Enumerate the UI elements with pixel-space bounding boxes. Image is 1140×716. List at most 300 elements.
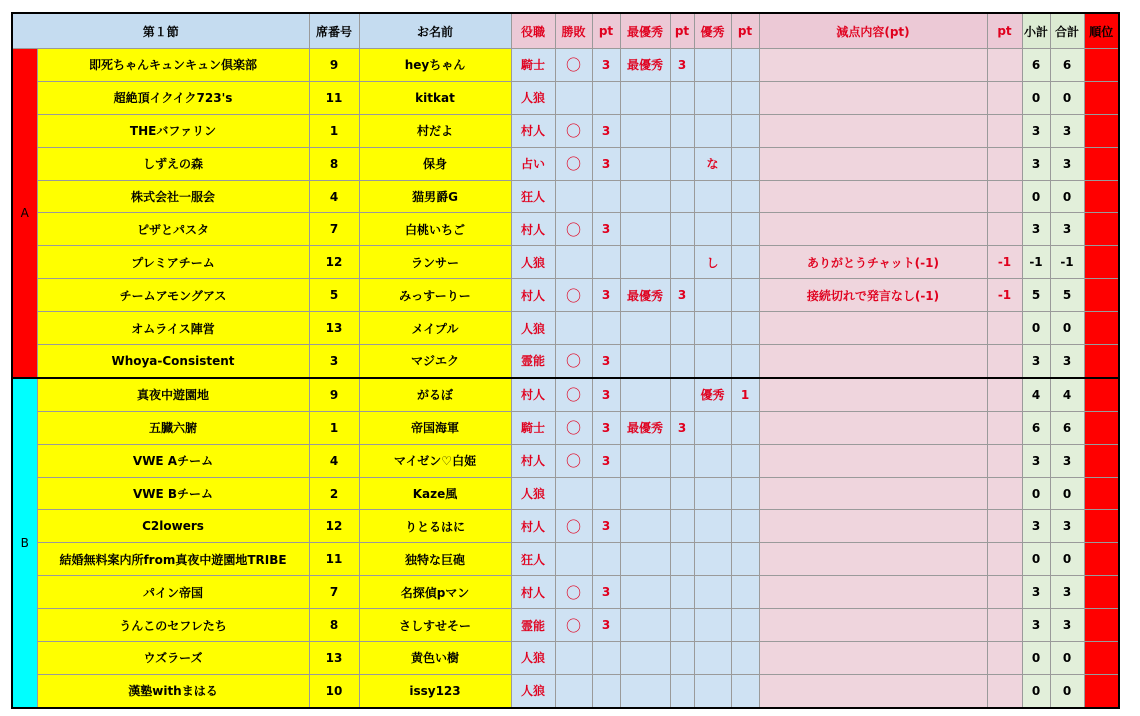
header-seat[interactable]: 席番号 — [309, 13, 359, 49]
seat-cell[interactable]: 11 — [309, 543, 359, 576]
team-cell[interactable]: C2lowers — [37, 510, 309, 543]
excellent-cell[interactable]: し — [694, 246, 731, 279]
pt2-cell[interactable] — [670, 477, 694, 510]
best-cell[interactable] — [620, 213, 670, 246]
pt2-cell[interactable] — [670, 81, 694, 114]
player-name-cell[interactable]: 村だよ — [359, 114, 511, 147]
subtotal-cell[interactable]: 0 — [1022, 642, 1050, 675]
excellent-cell[interactable] — [694, 312, 731, 345]
player-name-cell[interactable]: ランサー — [359, 246, 511, 279]
team-cell[interactable]: VWE Bチーム — [37, 477, 309, 510]
excellent-cell[interactable] — [694, 411, 731, 444]
deduction-cell[interactable] — [759, 378, 987, 411]
role-cell[interactable]: 村人 — [511, 279, 555, 312]
team-cell[interactable]: Whoya-Consistent — [37, 345, 309, 378]
rank-cell[interactable] — [1084, 114, 1119, 147]
player-name-cell[interactable]: issy123 — [359, 674, 511, 707]
excellent-cell[interactable] — [694, 510, 731, 543]
best-cell[interactable] — [620, 543, 670, 576]
excellent-cell[interactable] — [694, 49, 731, 82]
total-cell[interactable]: 3 — [1050, 213, 1084, 246]
total-cell[interactable]: 6 — [1050, 411, 1084, 444]
total-cell[interactable]: 0 — [1050, 674, 1084, 707]
subtotal-cell[interactable]: 3 — [1022, 576, 1050, 609]
pt3-cell[interactable] — [731, 543, 759, 576]
excellent-cell[interactable] — [694, 213, 731, 246]
total-cell[interactable]: 4 — [1050, 378, 1084, 411]
rank-cell[interactable] — [1084, 543, 1119, 576]
excellent-cell[interactable] — [694, 543, 731, 576]
pt3-cell[interactable] — [731, 81, 759, 114]
header-name[interactable]: お名前 — [359, 13, 511, 49]
deduction-cell[interactable] — [759, 444, 987, 477]
pt3-cell[interactable] — [731, 345, 759, 378]
total-cell[interactable]: 0 — [1050, 312, 1084, 345]
excellent-cell[interactable] — [694, 609, 731, 642]
rank-cell[interactable] — [1084, 312, 1119, 345]
role-cell[interactable]: 人狼 — [511, 674, 555, 707]
pt4-cell[interactable]: -1 — [987, 246, 1022, 279]
header-rank[interactable]: 順位 — [1084, 13, 1119, 49]
pt1-cell[interactable] — [592, 180, 620, 213]
subtotal-cell[interactable]: 3 — [1022, 213, 1050, 246]
excellent-cell[interactable] — [694, 81, 731, 114]
team-cell[interactable]: うんこのセフレたち — [37, 609, 309, 642]
rank-cell[interactable] — [1084, 180, 1119, 213]
result-cell[interactable]: 〇 — [555, 49, 592, 82]
role-cell[interactable]: 村人 — [511, 510, 555, 543]
rank-cell[interactable] — [1084, 411, 1119, 444]
pt3-cell[interactable] — [731, 49, 759, 82]
seat-cell[interactable]: 9 — [309, 49, 359, 82]
result-cell[interactable]: 〇 — [555, 279, 592, 312]
total-cell[interactable]: 3 — [1050, 576, 1084, 609]
pt4-cell[interactable] — [987, 213, 1022, 246]
pt1-cell[interactable] — [592, 81, 620, 114]
pt4-cell[interactable] — [987, 147, 1022, 180]
rank-cell[interactable] — [1084, 378, 1119, 411]
team-cell[interactable]: 即死ちゃんキュンキュン倶楽部 — [37, 49, 309, 82]
role-cell[interactable]: 人狼 — [511, 477, 555, 510]
team-cell[interactable]: 漢塾withまはる — [37, 674, 309, 707]
role-cell[interactable]: 狂人 — [511, 180, 555, 213]
pt4-cell[interactable] — [987, 444, 1022, 477]
header-pt2[interactable]: pt — [670, 13, 694, 49]
subtotal-cell[interactable]: 3 — [1022, 444, 1050, 477]
best-cell[interactable] — [620, 378, 670, 411]
rank-cell[interactable] — [1084, 246, 1119, 279]
role-cell[interactable]: 村人 — [511, 444, 555, 477]
deduction-cell[interactable] — [759, 147, 987, 180]
team-cell[interactable]: THEバファリン — [37, 114, 309, 147]
subtotal-cell[interactable]: 6 — [1022, 49, 1050, 82]
total-cell[interactable]: -1 — [1050, 246, 1084, 279]
result-cell[interactable]: 〇 — [555, 345, 592, 378]
pt1-cell[interactable] — [592, 642, 620, 675]
deduction-cell[interactable] — [759, 477, 987, 510]
seat-cell[interactable]: 8 — [309, 147, 359, 180]
pt2-cell[interactable] — [670, 312, 694, 345]
pt2-cell[interactable] — [670, 147, 694, 180]
seat-cell[interactable]: 1 — [309, 114, 359, 147]
best-cell[interactable] — [620, 576, 670, 609]
player-name-cell[interactable]: マイゼン♡白姫 — [359, 444, 511, 477]
role-cell[interactable]: 騎士 — [511, 49, 555, 82]
pt2-cell[interactable] — [670, 642, 694, 675]
header-excellent[interactable]: 優秀 — [694, 13, 731, 49]
pt4-cell[interactable] — [987, 609, 1022, 642]
total-cell[interactable]: 3 — [1050, 345, 1084, 378]
team-cell[interactable]: 真夜中遊園地 — [37, 378, 309, 411]
team-cell[interactable]: VWE Aチーム — [37, 444, 309, 477]
pt2-cell[interactable] — [670, 444, 694, 477]
pt2-cell[interactable] — [670, 180, 694, 213]
player-name-cell[interactable]: りとるはに — [359, 510, 511, 543]
total-cell[interactable]: 3 — [1050, 609, 1084, 642]
deduction-cell[interactable] — [759, 609, 987, 642]
best-cell[interactable] — [620, 81, 670, 114]
best-cell[interactable] — [620, 510, 670, 543]
pt1-cell[interactable] — [592, 246, 620, 279]
team-cell[interactable]: ピザとパスタ — [37, 213, 309, 246]
pt3-cell[interactable] — [731, 510, 759, 543]
best-cell[interactable] — [620, 674, 670, 707]
header-deduction[interactable]: 減点内容(pt) — [759, 13, 987, 49]
pt4-cell[interactable] — [987, 510, 1022, 543]
total-cell[interactable]: 0 — [1050, 543, 1084, 576]
subtotal-cell[interactable]: 0 — [1022, 543, 1050, 576]
pt3-cell[interactable] — [731, 213, 759, 246]
deduction-cell[interactable] — [759, 49, 987, 82]
seat-cell[interactable]: 9 — [309, 378, 359, 411]
seat-cell[interactable]: 12 — [309, 510, 359, 543]
best-cell[interactable] — [620, 180, 670, 213]
player-name-cell[interactable]: マジエク — [359, 345, 511, 378]
seat-cell[interactable]: 1 — [309, 411, 359, 444]
best-cell[interactable]: 最優秀 — [620, 49, 670, 82]
header-best[interactable]: 最優秀 — [620, 13, 670, 49]
pt1-cell[interactable]: 3 — [592, 576, 620, 609]
total-cell[interactable]: 0 — [1050, 477, 1084, 510]
pt4-cell[interactable] — [987, 477, 1022, 510]
pt3-cell[interactable] — [731, 576, 759, 609]
best-cell[interactable] — [620, 246, 670, 279]
pt4-cell[interactable] — [987, 114, 1022, 147]
result-cell[interactable] — [555, 674, 592, 707]
rank-cell[interactable] — [1084, 279, 1119, 312]
seat-cell[interactable]: 13 — [309, 642, 359, 675]
result-cell[interactable]: 〇 — [555, 576, 592, 609]
pt2-cell[interactable] — [670, 345, 694, 378]
rank-cell[interactable] — [1084, 576, 1119, 609]
player-name-cell[interactable]: 黄色い樹 — [359, 642, 511, 675]
result-cell[interactable]: 〇 — [555, 114, 592, 147]
pt1-cell[interactable] — [592, 543, 620, 576]
deduction-cell[interactable] — [759, 114, 987, 147]
seat-cell[interactable]: 4 — [309, 180, 359, 213]
subtotal-cell[interactable]: -1 — [1022, 246, 1050, 279]
header-role[interactable]: 役職 — [511, 13, 555, 49]
pt4-cell[interactable] — [987, 378, 1022, 411]
pt1-cell[interactable]: 3 — [592, 147, 620, 180]
header-pt3[interactable]: pt — [731, 13, 759, 49]
pt1-cell[interactable]: 3 — [592, 378, 620, 411]
team-cell[interactable]: プレミアチーム — [37, 246, 309, 279]
seat-cell[interactable]: 4 — [309, 444, 359, 477]
result-cell[interactable] — [555, 180, 592, 213]
subtotal-cell[interactable]: 0 — [1022, 81, 1050, 114]
header-result[interactable]: 勝敗 — [555, 13, 592, 49]
player-name-cell[interactable]: 帝国海軍 — [359, 411, 511, 444]
pt4-cell[interactable] — [987, 180, 1022, 213]
best-cell[interactable] — [620, 609, 670, 642]
role-cell[interactable]: 狂人 — [511, 543, 555, 576]
subtotal-cell[interactable]: 6 — [1022, 411, 1050, 444]
pt2-cell[interactable] — [670, 213, 694, 246]
team-cell[interactable]: 株式会社一服会 — [37, 180, 309, 213]
subtotal-cell[interactable]: 3 — [1022, 609, 1050, 642]
player-name-cell[interactable]: がるぼ — [359, 378, 511, 411]
player-name-cell[interactable]: Kaze風 — [359, 477, 511, 510]
pt2-cell[interactable] — [670, 510, 694, 543]
team-cell[interactable]: パイン帝国 — [37, 576, 309, 609]
seat-cell[interactable]: 10 — [309, 674, 359, 707]
pt3-cell[interactable] — [731, 477, 759, 510]
total-cell[interactable]: 5 — [1050, 279, 1084, 312]
role-cell[interactable]: 人狼 — [511, 81, 555, 114]
pt2-cell[interactable] — [670, 246, 694, 279]
pt1-cell[interactable] — [592, 312, 620, 345]
deduction-cell[interactable] — [759, 345, 987, 378]
result-cell[interactable]: 〇 — [555, 213, 592, 246]
player-name-cell[interactable]: heyちゃん — [359, 49, 511, 82]
pt3-cell[interactable] — [731, 180, 759, 213]
pt1-cell[interactable]: 3 — [592, 49, 620, 82]
result-cell[interactable]: 〇 — [555, 510, 592, 543]
best-cell[interactable] — [620, 444, 670, 477]
pt4-cell[interactable] — [987, 312, 1022, 345]
pt3-cell[interactable] — [731, 674, 759, 707]
pt4-cell[interactable] — [987, 576, 1022, 609]
pt1-cell[interactable]: 3 — [592, 345, 620, 378]
pt1-cell[interactable]: 3 — [592, 279, 620, 312]
seat-cell[interactable]: 2 — [309, 477, 359, 510]
role-cell[interactable]: 村人 — [511, 378, 555, 411]
pt2-cell[interactable] — [670, 576, 694, 609]
seat-cell[interactable]: 13 — [309, 312, 359, 345]
group-label-cell[interactable]: B — [12, 378, 37, 708]
total-cell[interactable]: 0 — [1050, 642, 1084, 675]
player-name-cell[interactable]: メイプル — [359, 312, 511, 345]
pt3-cell[interactable] — [731, 411, 759, 444]
team-cell[interactable]: 結婚無料案内所from真夜中遊園地TRIBE — [37, 543, 309, 576]
total-cell[interactable]: 3 — [1050, 510, 1084, 543]
rank-cell[interactable] — [1084, 510, 1119, 543]
header-round[interactable]: 第１節 — [12, 13, 309, 49]
total-cell[interactable]: 3 — [1050, 114, 1084, 147]
total-cell[interactable]: 0 — [1050, 81, 1084, 114]
player-name-cell[interactable]: さしすせそー — [359, 609, 511, 642]
role-cell[interactable]: 村人 — [511, 213, 555, 246]
excellent-cell[interactable] — [694, 674, 731, 707]
team-cell[interactable]: 超絶頂イクイク723's — [37, 81, 309, 114]
rank-cell[interactable] — [1084, 213, 1119, 246]
deduction-cell[interactable] — [759, 543, 987, 576]
rank-cell[interactable] — [1084, 81, 1119, 114]
excellent-cell[interactable]: な — [694, 147, 731, 180]
pt2-cell[interactable] — [670, 543, 694, 576]
pt2-cell[interactable] — [670, 674, 694, 707]
seat-cell[interactable]: 11 — [309, 81, 359, 114]
result-cell[interactable] — [555, 81, 592, 114]
best-cell[interactable] — [620, 114, 670, 147]
header-total[interactable]: 合計 — [1050, 13, 1084, 49]
pt2-cell[interactable]: 3 — [670, 49, 694, 82]
player-name-cell[interactable]: 独特な巨砲 — [359, 543, 511, 576]
team-cell[interactable]: 五臓六腑 — [37, 411, 309, 444]
result-cell[interactable] — [555, 642, 592, 675]
excellent-cell[interactable] — [694, 477, 731, 510]
pt3-cell[interactable] — [731, 279, 759, 312]
pt4-cell[interactable] — [987, 674, 1022, 707]
deduction-cell[interactable] — [759, 576, 987, 609]
total-cell[interactable]: 6 — [1050, 49, 1084, 82]
player-name-cell[interactable]: 白桃いちご — [359, 213, 511, 246]
excellent-cell[interactable] — [694, 114, 731, 147]
header-subtotal[interactable]: 小計 — [1022, 13, 1050, 49]
subtotal-cell[interactable]: 3 — [1022, 114, 1050, 147]
pt4-cell[interactable] — [987, 543, 1022, 576]
excellent-cell[interactable] — [694, 576, 731, 609]
deduction-cell[interactable] — [759, 411, 987, 444]
subtotal-cell[interactable]: 0 — [1022, 674, 1050, 707]
role-cell[interactable]: 村人 — [511, 114, 555, 147]
deduction-cell[interactable] — [759, 642, 987, 675]
role-cell[interactable]: 霊能 — [511, 609, 555, 642]
pt4-cell[interactable] — [987, 411, 1022, 444]
rank-cell[interactable] — [1084, 477, 1119, 510]
rank-cell[interactable] — [1084, 444, 1119, 477]
pt1-cell[interactable]: 3 — [592, 411, 620, 444]
best-cell[interactable] — [620, 147, 670, 180]
role-cell[interactable]: 占い — [511, 147, 555, 180]
best-cell[interactable] — [620, 477, 670, 510]
subtotal-cell[interactable]: 3 — [1022, 510, 1050, 543]
subtotal-cell[interactable]: 0 — [1022, 312, 1050, 345]
deduction-cell[interactable]: 接続切れで発言なし(-1) — [759, 279, 987, 312]
subtotal-cell[interactable]: 3 — [1022, 345, 1050, 378]
excellent-cell[interactable] — [694, 345, 731, 378]
excellent-cell[interactable] — [694, 279, 731, 312]
pt1-cell[interactable]: 3 — [592, 213, 620, 246]
best-cell[interactable] — [620, 345, 670, 378]
pt2-cell[interactable] — [670, 378, 694, 411]
seat-cell[interactable]: 7 — [309, 576, 359, 609]
subtotal-cell[interactable]: 3 — [1022, 147, 1050, 180]
pt1-cell[interactable]: 3 — [592, 510, 620, 543]
deduction-cell[interactable] — [759, 312, 987, 345]
group-label-cell[interactable]: A — [12, 49, 37, 378]
pt3-cell[interactable] — [731, 246, 759, 279]
result-cell[interactable] — [555, 246, 592, 279]
subtotal-cell[interactable]: 4 — [1022, 378, 1050, 411]
subtotal-cell[interactable]: 5 — [1022, 279, 1050, 312]
best-cell[interactable]: 最優秀 — [620, 279, 670, 312]
result-cell[interactable] — [555, 477, 592, 510]
role-cell[interactable]: 騎士 — [511, 411, 555, 444]
best-cell[interactable] — [620, 312, 670, 345]
result-cell[interactable]: 〇 — [555, 411, 592, 444]
team-cell[interactable]: チームアモングアス — [37, 279, 309, 312]
role-cell[interactable]: 人狼 — [511, 312, 555, 345]
role-cell[interactable]: 村人 — [511, 576, 555, 609]
rank-cell[interactable] — [1084, 147, 1119, 180]
pt1-cell[interactable] — [592, 674, 620, 707]
deduction-cell[interactable] — [759, 674, 987, 707]
deduction-cell[interactable] — [759, 213, 987, 246]
role-cell[interactable]: 人狼 — [511, 642, 555, 675]
seat-cell[interactable]: 5 — [309, 279, 359, 312]
team-cell[interactable]: しずえの森 — [37, 147, 309, 180]
pt4-cell[interactable] — [987, 642, 1022, 675]
total-cell[interactable]: 3 — [1050, 444, 1084, 477]
pt1-cell[interactable]: 3 — [592, 609, 620, 642]
player-name-cell[interactable]: 名探偵pマン — [359, 576, 511, 609]
excellent-cell[interactable] — [694, 444, 731, 477]
pt3-cell[interactable]: 1 — [731, 378, 759, 411]
rank-cell[interactable] — [1084, 345, 1119, 378]
role-cell[interactable]: 霊能 — [511, 345, 555, 378]
pt4-cell[interactable]: -1 — [987, 279, 1022, 312]
seat-cell[interactable]: 3 — [309, 345, 359, 378]
seat-cell[interactable]: 12 — [309, 246, 359, 279]
header-pt1[interactable]: pt — [592, 13, 620, 49]
deduction-cell[interactable] — [759, 510, 987, 543]
total-cell[interactable]: 0 — [1050, 180, 1084, 213]
pt2-cell[interactable] — [670, 609, 694, 642]
pt3-cell[interactable] — [731, 312, 759, 345]
player-name-cell[interactable]: みっすーりー — [359, 279, 511, 312]
deduction-cell[interactable] — [759, 180, 987, 213]
rank-cell[interactable] — [1084, 49, 1119, 82]
pt3-cell[interactable] — [731, 642, 759, 675]
team-cell[interactable]: ウズラーズ — [37, 642, 309, 675]
excellent-cell[interactable] — [694, 180, 731, 213]
pt2-cell[interactable]: 3 — [670, 411, 694, 444]
subtotal-cell[interactable]: 0 — [1022, 180, 1050, 213]
result-cell[interactable]: 〇 — [555, 378, 592, 411]
header-pt4[interactable]: pt — [987, 13, 1022, 49]
rank-cell[interactable] — [1084, 674, 1119, 707]
pt4-cell[interactable] — [987, 49, 1022, 82]
subtotal-cell[interactable]: 0 — [1022, 477, 1050, 510]
pt3-cell[interactable] — [731, 147, 759, 180]
pt4-cell[interactable] — [987, 345, 1022, 378]
rank-cell[interactable] — [1084, 642, 1119, 675]
player-name-cell[interactable]: kitkat — [359, 81, 511, 114]
result-cell[interactable]: 〇 — [555, 444, 592, 477]
rank-cell[interactable] — [1084, 609, 1119, 642]
result-cell[interactable] — [555, 312, 592, 345]
seat-cell[interactable]: 7 — [309, 213, 359, 246]
excellent-cell[interactable] — [694, 642, 731, 675]
result-cell[interactable]: 〇 — [555, 609, 592, 642]
pt4-cell[interactable] — [987, 81, 1022, 114]
deduction-cell[interactable]: ありがとうチャット(-1) — [759, 246, 987, 279]
total-cell[interactable]: 3 — [1050, 147, 1084, 180]
deduction-cell[interactable] — [759, 81, 987, 114]
best-cell[interactable]: 最優秀 — [620, 411, 670, 444]
